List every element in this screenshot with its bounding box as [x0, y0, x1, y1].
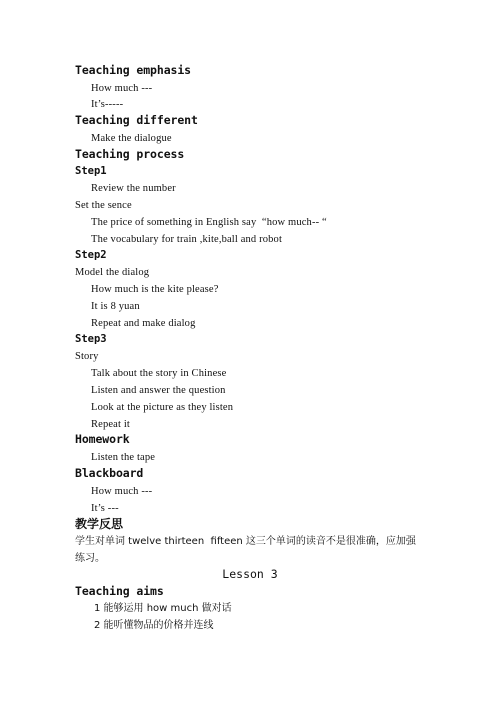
text-line: 学生对单词 twelve thirteen fifteen 这三个单词的读音不是很准确，应加强	[75, 536, 416, 547]
heading-teaching-emphasis: Teaching emphasis	[75, 63, 192, 77]
text-line: Repeat it	[91, 419, 130, 430]
text-line: Make the dialogue	[91, 133, 172, 144]
text-line: How much ---	[91, 83, 153, 94]
text-line: Repeat and make dialog	[91, 318, 196, 329]
text-line: Talk about the story in Chinese	[91, 368, 227, 379]
heading-teaching-process: Teaching process	[75, 147, 185, 161]
text-line: 练习。	[75, 553, 105, 564]
text-line: 2 能听懂物品的价格并连线	[94, 620, 214, 631]
text-line: Listen the tape	[91, 452, 156, 463]
text-line: Story	[75, 351, 99, 362]
text-line: Review the number	[91, 183, 176, 194]
step-label: Step2	[75, 249, 107, 261]
text-line: Listen and answer the question	[91, 385, 226, 396]
text-line: How much is the kite please?	[91, 284, 219, 295]
heading-blackboard: Blackboard	[75, 466, 144, 480]
heading-teaching-different: Teaching different	[75, 113, 198, 127]
text-line: How much ---	[91, 486, 153, 497]
text-line: Model the dialog	[75, 267, 150, 278]
heading-teaching-aims: Teaching aims	[75, 584, 164, 598]
heading-homework: Homework	[75, 432, 130, 446]
lesson-title: Lesson 3	[222, 567, 278, 581]
text-line: It’s ---	[91, 503, 119, 514]
text-line: Look at the picture as they listen	[91, 402, 234, 413]
text-line: Set the sence	[75, 200, 132, 211]
step-label: Step3	[75, 333, 107, 345]
text-line: 1 能够运用 how much 做对话	[94, 603, 232, 614]
heading-teaching-reflection: 教学反思	[75, 517, 124, 531]
text-line: It’s-----	[91, 99, 124, 110]
text-line: The price of something in English say “how much-- “	[91, 217, 327, 228]
text-line: It is 8 yuan	[91, 301, 140, 312]
step-label: Step1	[75, 165, 107, 177]
text-line: The vocabulary for train ,kite,ball and robot	[91, 234, 283, 245]
